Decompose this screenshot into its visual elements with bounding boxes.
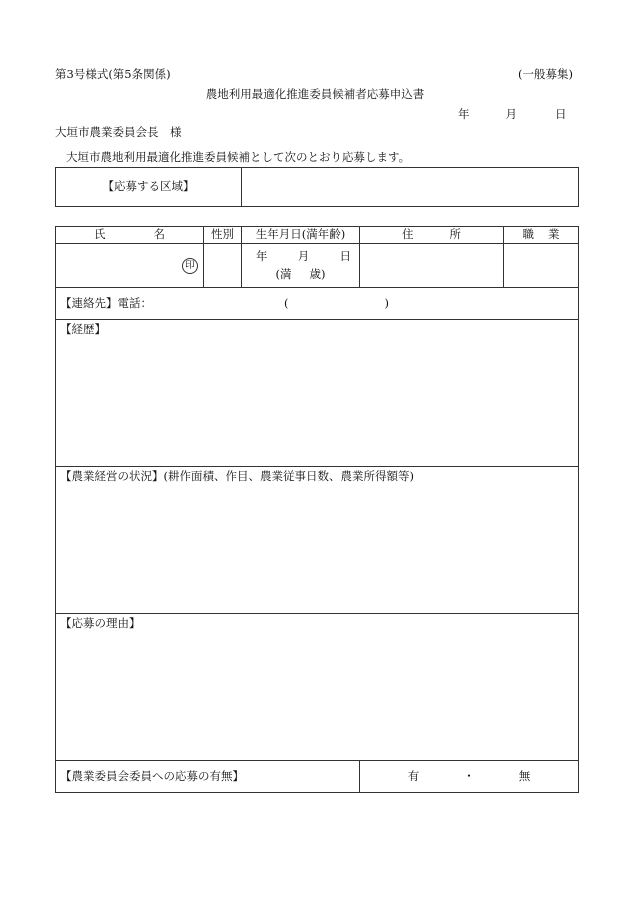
option-no[interactable]: 無 bbox=[518, 768, 531, 783]
reason-cell[interactable] bbox=[56, 614, 579, 761]
date-month: 月 bbox=[505, 107, 517, 121]
career-cell[interactable] bbox=[56, 320, 579, 467]
address-input[interactable] bbox=[360, 244, 504, 288]
form-number: 第3号様式(第5条関係) bbox=[55, 67, 171, 81]
reason-label: 【応募の理由】 bbox=[60, 616, 141, 630]
header-address: 住 所 bbox=[360, 227, 504, 244]
career-row bbox=[56, 320, 579, 467]
age-line bbox=[242, 266, 359, 281]
date-line bbox=[458, 109, 567, 121]
district-table bbox=[55, 167, 579, 207]
farm-cell[interactable] bbox=[56, 467, 579, 614]
dob-month: 月 bbox=[297, 249, 310, 263]
dob-input[interactable] bbox=[242, 244, 360, 288]
date-year: 年 bbox=[458, 107, 470, 121]
career-label: 【経歴】 bbox=[60, 322, 106, 336]
name-input[interactable] bbox=[56, 244, 204, 288]
header-occupation: 職 業 bbox=[504, 227, 579, 244]
dob-year: 年 bbox=[256, 249, 268, 263]
intro-text: 大垣市農地利用最適化推進委員候補として次のとおり応募します。 bbox=[66, 150, 411, 164]
header-name: 氏 名 bbox=[56, 227, 204, 244]
contact-row bbox=[56, 288, 579, 320]
contact-cell[interactable] bbox=[56, 288, 579, 320]
date-day: 日 bbox=[555, 107, 567, 121]
committee-row bbox=[56, 761, 579, 793]
contact-label: 【連絡先】電話： bbox=[60, 295, 152, 310]
age-open: (満 bbox=[275, 266, 292, 281]
occupation-input[interactable] bbox=[504, 244, 579, 288]
option-yes[interactable]: 有 bbox=[407, 768, 420, 783]
header-row bbox=[56, 227, 579, 244]
dob-line bbox=[242, 251, 359, 263]
seal-mark: 印 bbox=[182, 258, 198, 274]
reason-row bbox=[56, 614, 579, 761]
recruit-type: (一般募集) bbox=[518, 67, 573, 81]
applicant-row bbox=[56, 244, 579, 288]
committee-label: 【農業委員会委員への応募の有無】 bbox=[56, 761, 360, 793]
applicant-table bbox=[55, 226, 579, 793]
document-title: 農地利用最適化推進委員候補者応募申込書 bbox=[205, 87, 425, 101]
gender-input[interactable] bbox=[204, 244, 242, 288]
committee-choice[interactable] bbox=[360, 761, 579, 793]
header-gender: 性別 bbox=[204, 227, 242, 244]
addressee: 大垣市農業委員会長 様 bbox=[55, 125, 182, 139]
yes-no-options bbox=[360, 768, 578, 783]
district-label: 【応募する区域】 bbox=[56, 168, 242, 207]
header-dob: 生年月日(満年齢) bbox=[242, 227, 360, 244]
district-input[interactable] bbox=[242, 168, 579, 207]
age-close: 歳) bbox=[309, 266, 326, 281]
farm-row bbox=[56, 467, 579, 614]
option-separator: ・ bbox=[463, 768, 475, 783]
dob-day: 日 bbox=[339, 249, 351, 263]
farm-label: 【農業経営の状況】(耕作面積、作目、農業従事日数、農業所得額等) bbox=[60, 469, 414, 483]
contact-paren-open: ( bbox=[284, 295, 289, 310]
contact-paren-close: ) bbox=[384, 295, 389, 310]
